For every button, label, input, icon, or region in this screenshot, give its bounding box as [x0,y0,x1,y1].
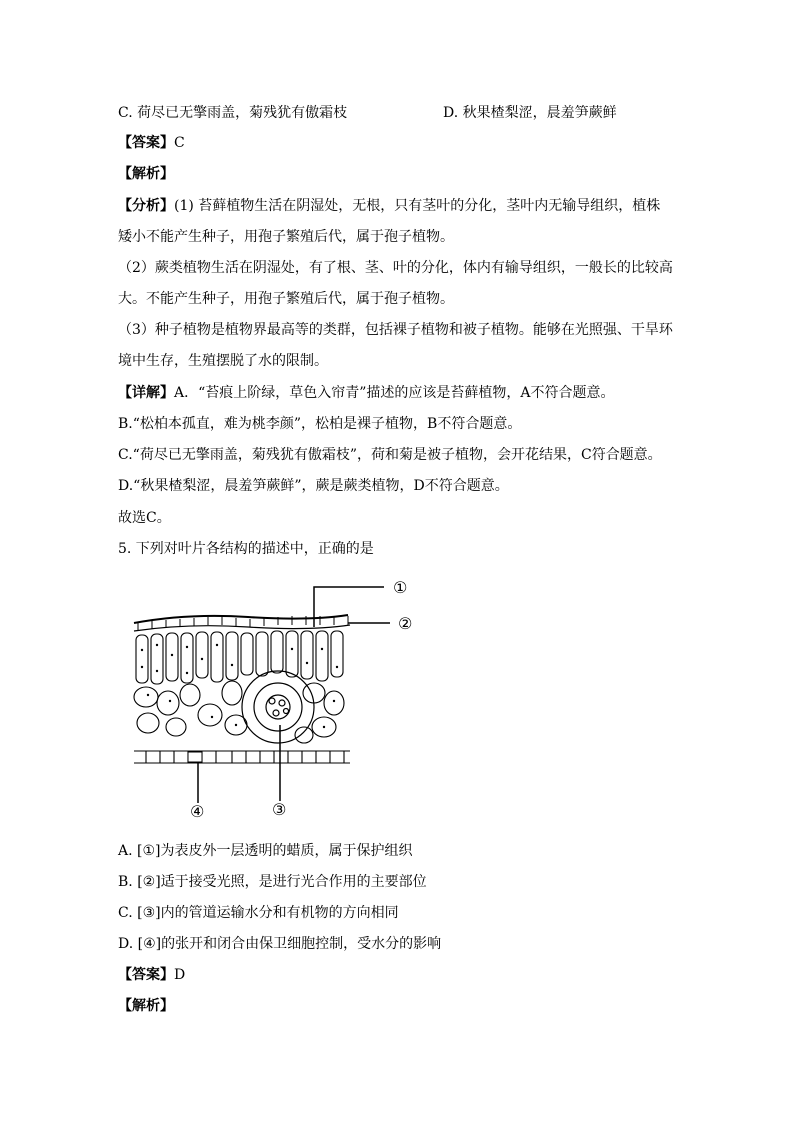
prev-option-d [443,103,617,123]
fenxi-line-3b: 境中生存，生殖摆脱了水的限制。 [118,353,328,369]
detail-label: 【详解】 [118,385,174,401]
prev-option-c [118,103,347,123]
fenxi-1a-text: (1) 苔藓植物生活在阴湿处，无根，只有茎叶的分化，茎叶内无输导组织，植株 [174,198,661,214]
detail-line-c: C.“荷尽已无擎雨盖，菊残犹有傲霜枝”，荷和菊是被子植物，会开花结果，C符合题意。 [118,447,662,463]
prev-answer [118,133,185,153]
prev-option-c-text: C. 荷尽已无擎雨盖，菊残犹有傲霜枝 [118,105,348,121]
question-5-stem: 5. 下列对叶片各结构的描述中，正确的是 [118,541,374,557]
q5-answer-label: 【答案】 [118,967,174,983]
conclusion: 故选C。 [118,510,171,526]
answer-label: 【答案】 [118,135,174,151]
detail-line-b: B.“松柏本孤直，难为桃李颜”，松柏是裸子植物，B不符合题意。 [118,416,522,432]
detail-line-d: D.“秋果楂梨涩，晨羞笋蕨鲜”，蕨是蕨类植物，D不符合题意。 [118,478,509,494]
q5-option-d: D. [④]的张开和闭合由保卫细胞控制，受水分的影响 [118,936,442,952]
figure-label-4: ④ [190,802,205,820]
answer-value: C [174,135,185,151]
figure-label-2: ② [398,614,413,633]
prev-option-d-text: D. 秋果楂梨涩，晨羞笋蕨鲜 [443,105,617,121]
q5-answer-value: D [174,967,186,983]
detail-line-a [118,383,615,403]
fenxi-line-2a: （2）蕨类植物生活在阴湿处，有了根、茎、叶的分化，体内有输导组织，一般长的比较高 [118,260,673,276]
q5-option-c: C. [③]内的管道运输水分和有机物的方向相同 [118,905,399,921]
detail-a-text: A．“苔痕上阶绿，草色入帘青”描述的应该是苔藓植物，A不符合题意。 [174,385,615,401]
fenxi-label: 【分析】 [118,198,174,214]
fenxi-line-1b: 矮小不能产生种子，用孢子繁殖后代，属于孢子植物。 [118,229,454,245]
fenxi-line-3a: （3）种子植物是植物界最高等的类群，包括裸子植物和被子植物。能够在光照强、干旱环 [118,322,673,338]
leaf-cross-section-figure [128,575,428,820]
fenxi-line-1a [118,196,660,216]
analysis-label: 【解析】 [118,166,174,182]
q5-analysis-label: 【解析】 [118,998,174,1014]
q5-option-a: A. [①]为表皮外一层透明的蜡质，属于保护组织 [118,843,413,859]
q5-option-b: B. [②]适于接受光照，是进行光合作用的主要部位 [118,874,427,890]
q5-answer [118,965,185,985]
fenxi-line-2b: 大。不能产生种子，用孢子繁殖后代，属于孢子植物。 [118,291,454,307]
figure-label-3: ③ [272,800,287,819]
figure-label-1: ① [393,578,408,597]
